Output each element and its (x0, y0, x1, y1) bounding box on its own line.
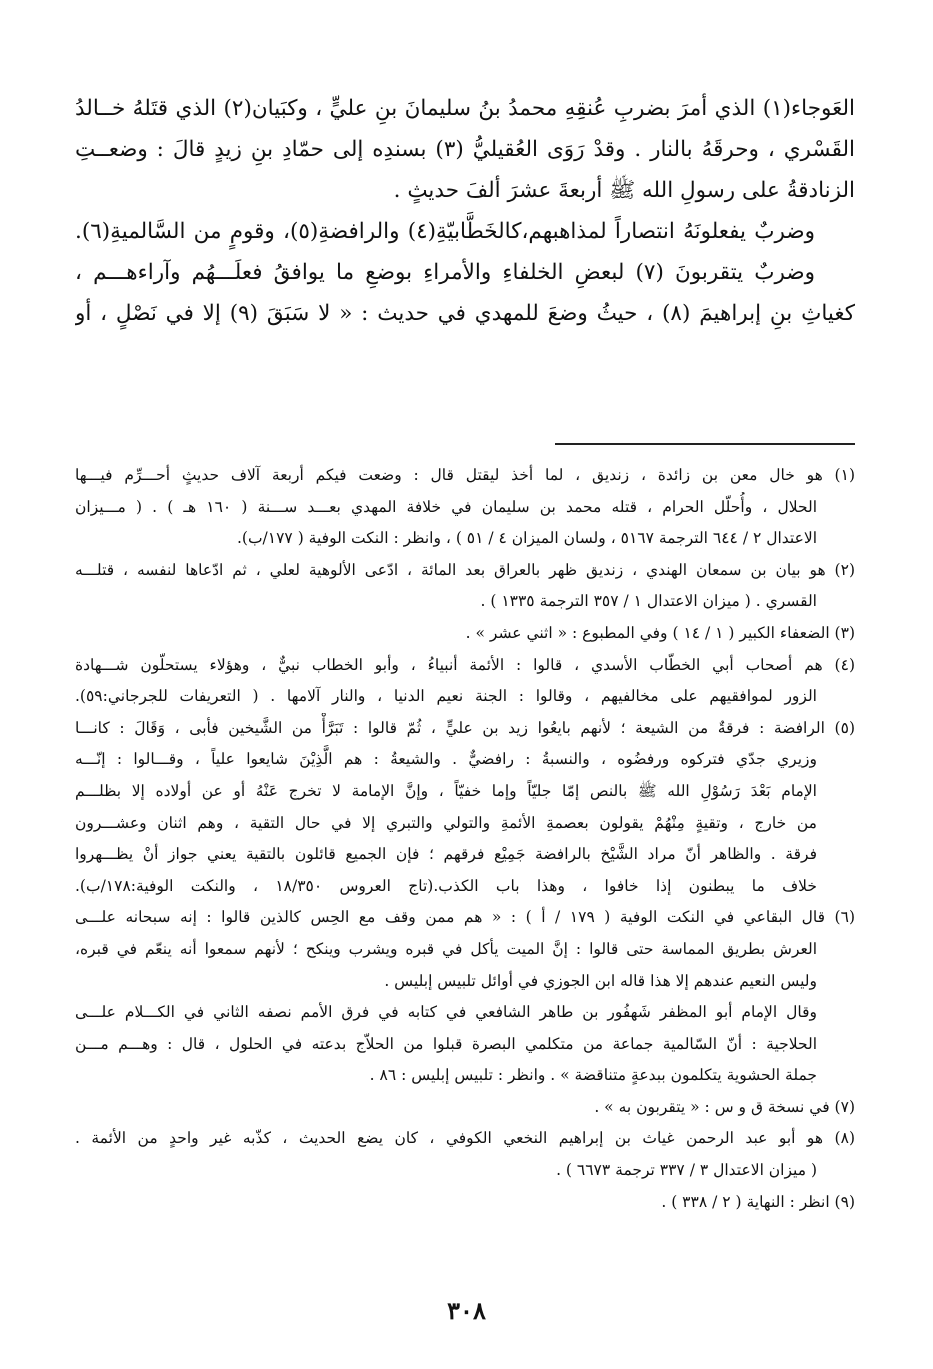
footnote-line: الحلال ، وأُحلّل الحرام ، قتله محمد بن سليمان في خلافة المهدي بعـــد ســـنة ( ١٦٠ هـ ) . ( مـــيزان (75, 497, 818, 516)
main-text-line: العَوجاء(١) الذي أمرَ بضربِ عُنقِهِ محمدُ بنُ سليمانَ بنِ عليٍّ ، وكبَيان(٢) الذي قتَلهُ خــالدُ (75, 96, 855, 121)
footnote-line: (٥) الرافضة : فرقةٌ من الشيعة ؛ لأنهم بايعُوا زيد بن عليٍّ ، ثُمّ قالوا : تَبَرَّأْ من الشَّيخين فأبى ، وَقَالَ : كانـــا (75, 718, 855, 737)
footnote-line: (٩) انظر : النهاية ( ٢ / ٣٣٨ ) . (661, 1192, 855, 1211)
footnote-line: (٢) هو بيان بن سمعان الهندي ، زنديق ظهر بالعراق بعد المائة ، ادّعى الألوهية لعلي ، ثم ادّعاها لنفسه ، قتلـــه (75, 560, 855, 579)
main-text-line: الزنادقةُ على رسولِ الله ﷺ أربعةَ عشرَ ألفَ حديثٍ . (393, 178, 855, 203)
footnote-line: الزور لموافقيهم على مخالفيهم ، وقالوا : الجنة نعيم الدنيا ، والنار آلامها . ( التعريفات للجرجاني:٥٩). (75, 687, 817, 706)
footnotes-block (75, 460, 855, 1218)
footnote-line: (٤) هم أصحاب أبي الخطّاب الأسدي ، قالوا : الأئمة أنبياءُ ، وأبو الخطاب نبيٌّ ، وهؤلاء يستحلّون شـــهادة (75, 655, 855, 674)
footnote-line: من خارج ، وتقيةٍ مِنْهُمْ يقولون بعصمةِ الأئمةِ والتولي والتبري إلا في حال التقية ، وهم اثنان وعشـــرون (75, 813, 817, 832)
footnote-divider (555, 443, 855, 445)
footnote-line: (٦) قال البقاعي في النكت الوفية ( ١٧٩ / أ ) : « هم ممن وقف مع الحِس كالذين قالوا : إنه سبحانه علـــى (75, 908, 855, 927)
footnote-line: فرقة . والظاهر أنّ مراد الشَّيْخ بالرافضة جَمِيْع فرقهم ؛ فإن الجميع قائلون بالتقية يعني جواز أنْ يظـــهروا (75, 845, 817, 864)
page-number: ٣٠٨ (447, 1296, 486, 1325)
footnote-line: خلاف ما يبطنون إذا خافوا ، وهذا باب الكذب.(تاج العروس ١٨/٣٥٠ ، والنكت الوفية:١٧٨/ب). (75, 876, 817, 895)
footnote-line: الإمام بَعْدَ رَسُوْلِ الله ﷺ بالنص إمّا جليّاً وإما خفيّاً ، وإنَّ الإمامة لا تخرج عَنْهُ أو عن أولاده إلا بظلـــم (75, 781, 817, 800)
footnote-line: العرش بطريق المماسة حتى قالوا : إنَّ الميت يأكل في قبره ويشرب وينكح ؛ لأنهم سمعوا أنه ينعّم في قبره، (75, 939, 817, 958)
main-text-block (75, 88, 855, 334)
footnote-line: وليس النعيم عندهم إلا هذا قاله ابن الجوزي في أوائل تلبيس إبليس . (384, 971, 817, 990)
main-text-line: القَسْري ، وحرقَهُ بالنار . وقدْ رَوَى العُقيليُّ (٣) بسندِه إلى حمّادِ بنِ زيدٍ قالَ : وضعــتِ (75, 137, 855, 162)
main-text-line: كغياثِ بنِ إبراهيمَ (٨) ، حيثُ وضعَ للمهدي في حديث : « لا سَبَقَ (٩) إلا في نَصْلٍ ، أو (75, 301, 855, 326)
footnote-line: (٣) الضعفاء الكبير ( ١ / ١٤ ) وفي المطبوع : « اثني عشر » . (465, 623, 855, 642)
main-text-line: وضربٌ يتقربونَ (٧) لبعضِ الخلفاءِ والأمراءِ بوضعِ ما يوافقُ فعلَـــهُم وآراءهـــم ، (75, 260, 815, 285)
footnote-line: وزيري جدّي فتركوه ورفضُوه ، والنسبةُ : رافضيٌّ . والشيعةُ : هم الَّذِيْنَ شايعوا علياً ، وقـــالوا : إنّـــه (75, 750, 817, 769)
footnote-line: (١) هو خال معن بن زائدة ، زنديق ، لما أخذ ليقتل قال : وضعت فيكم أربعة آلاف حديثٍ أحـــرِّم فيـــها (75, 466, 855, 484)
footnote-line: جملة الحشوية يتكلمون ببدعةٍ متناقضة » . وانظر : تلبيس إبليس : ٨٦ . (369, 1066, 817, 1085)
footnote-line: الحلاجية : أنّ السّالمية جماعة من متكلمي البصرة قبلوا من الحلاّج بدعته في الحلول ، قال : وهـــم مـــن (75, 1034, 817, 1053)
footnote-line: (٨) هو أبو عبد الرحمن غياث بن إبراهيم النخعي الكوفي ، كان يضع الحديث ، كذّبه غير واحدٍ من الأئمة . (75, 1129, 855, 1148)
footnote-line: القسري . ( ميزان الاعتدال ١ / ٣٥٧ الترجمة ١٣٣٥ ) . (480, 592, 817, 611)
footnote-line: الاعتدال ٢ / ٦٤٤ الترجمة ٥١٦٧ ، ولسان الميزان ٤ / ٥١ ) ، وانظر : النكت الوفية ( ١٧٧/ب). (236, 529, 817, 548)
main-text-line: وضربٌ يفعلونَهُ انتصاراً لمذاهبهم،كالخَطَّابيّةِ(٤) والرافضةِ(٥)، وقومٍ من السَّالميةِ(٦). (75, 219, 815, 244)
footnote-line: ( ميزان الاعتدال ٣ / ٣٣٧ ترجمة ٦٦٧٣ ) . (556, 1161, 817, 1180)
footnote-line: وقال الإمام أبو المظفر شَهفُور بن طاهر الشافعي في كتابه في فرق الأمم نصفه الثاني في الكـــلام علـــى (75, 1003, 817, 1022)
footnote-line: (٧) في نسخة ق و س : « يتقربون به » . (594, 1097, 855, 1116)
